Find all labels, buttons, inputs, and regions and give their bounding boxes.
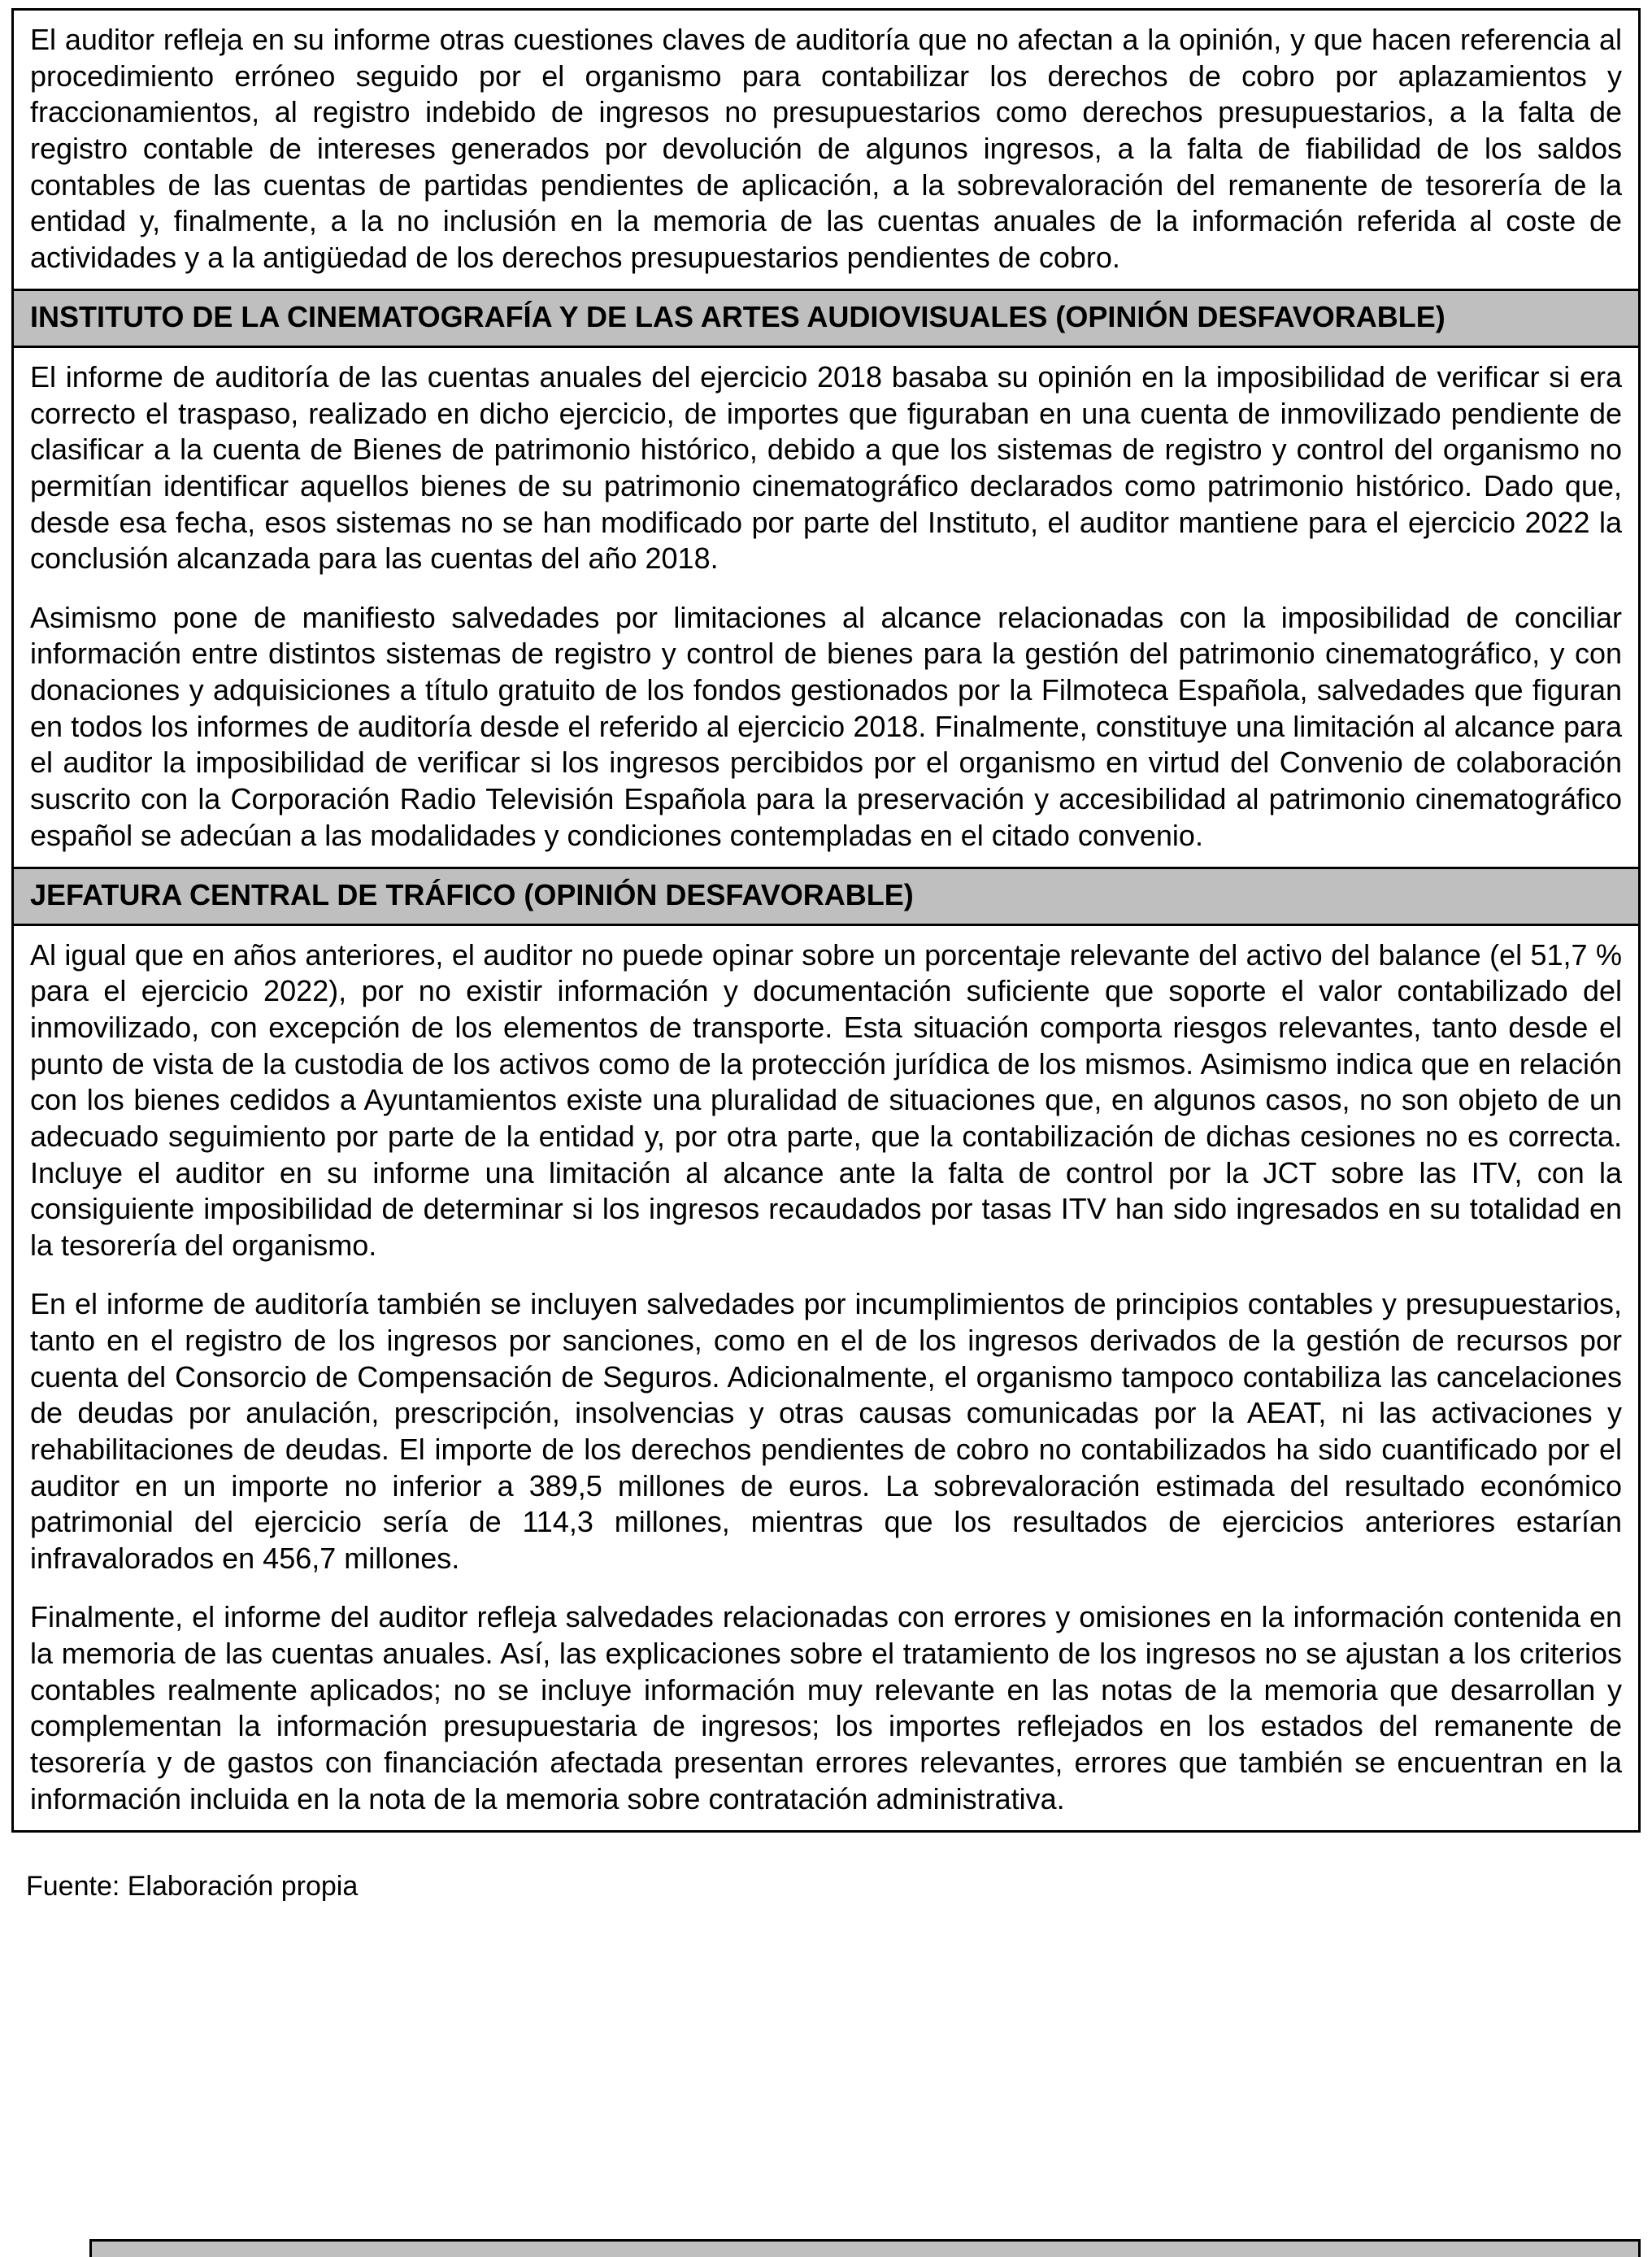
section-paragraph: Finalmente, el informe del auditor refleja salvedades relacionadas con errores y omisiones en la información contenida en la memoria de las cuentas anuales. Así, las explicaciones sobre el tratamiento de los ingresos no se ajustan a los criterios contables realmente aplicados; no se incluye información muy relevante en las notas de la memoria que desarrollan y complementan la información presupuestaria de ingresos; los importes reflejados en los estados del remanente de tesorería y de gastos con financiación afectada presentan errores relevantes, errores que también se encuentran en la información incluida en la nota de la memoria sobre contratación administrativa. (30, 1600, 1622, 1816)
section-title-icaa: INSTITUTO DE LA CINEMATOGRAFÍA Y DE LAS ARTES AUDIOVISUALES (OPINIÓN DESFAVORABLE) (30, 300, 1446, 334)
audit-findings-table (11, 8, 1641, 1833)
section-paragraph: Al igual que en años anteriores, el auditor no puede opinar sobre un porcentaje relevante del activo del balance (el 51,7 % para el ejercicio 2022), por no existir información y documentación suficiente que soporte el valor contabilizado del inmovilizado, con excepción de los elementos de transporte. Esta situación comporta riesgos relevantes, tanto desde el punto de vista de la custodia de los activos como de la protección jurídica de los mismos. Asimismo indica que en relación con los bienes cedidos a Ayuntamientos existe una pluralidad de situaciones que, en algunos casos, no son objeto de un adecuado seguimiento por parte de la entidad y, por otra parte, que la contabilización de dichas cesiones no es correcta. Incluye el auditor en su informe una limitación al alcance ante la falta de control por la JCT sobre las ITV, con la consiguiente imposibilidad de determinar si los ingresos recaudados por tasas ITV han sido ingresados en su totalidad en la tesorería del organismo. (30, 937, 1622, 1262)
section-body-jct (14, 924, 1638, 1830)
intro-paragraph: El auditor refleja en su informe otras cuestiones claves de auditoría que no afectan a la opinión, y que hacen referencia al procedimiento erróneo seguido por el organismo para contabilizar los derechos de cobro por aplazamientos y fraccionamientos, al registro indebido de ingresos no presupuestarios como derechos presupuestarios, a la falta de registro contable de intereses generados por devolución de algunos ingresos, a la falta de fiabilidad de los saldos contables de las cuentas de partidas pendientes de aplicación, a la sobrevaloración del remanente de tesorería de la entidad y, finalmente, a la no inclusión en la memoria de las cuentas anuales de la información referida al coste de actividades y a la antigüedad de los derechos presupuestarios pendientes de cobro. (30, 23, 1622, 274)
section-header-icaa (14, 289, 1638, 346)
next-table-header-partial (89, 2239, 1641, 2257)
section-paragraph: En el informe de auditoría también se incluyen salvedades por incumplimientos de principios contables y presupuestarios, tanto en el registro de los ingresos por sanciones, como en el de los ingresos derivados de la gestión de recursos por cuenta del Consorcio de Compensación de Seguros. Adicionalmente, el organismo tampoco contabiliza las cancelaciones de deudas por anulación, prescripción, insolvencias y otras causas comunicadas por la AEAT, ni las activaciones y rehabilitaciones de deudas. El importe de los derechos pendientes de cobro no contabilizados ha sido cuantificado por el auditor en un importe no inferior a 389,5 millones de euros. La sobrevaloración estimada del resultado económico patrimonial del ejercicio sería de 114,3 millones, mientras que los resultados de ejercicios anteriores estarían infravalorados en 456,7 millones. (30, 1287, 1622, 1575)
section-paragraph: El informe de auditoría de las cuentas anuales del ejercicio 2018 basaba su opinión en la imposibilidad de verificar si era correcto el traspaso, realizado en dicho ejercicio, de importes que figuraban en una cuenta de inmovilizado pendiente de clasificar a la cuenta de Bienes de patrimonio histórico, debido a que los sistemas de registro y control del organismo no permitían identificar aquellos bienes de su patrimonio cinematográfico declarados como patrimonio histórico. Dado que, desde esa fecha, esos sistemas no se han modificado por parte del Instituto, el auditor mantiene para el ejercicio 2022 la conclusión alcanzada para las cuentas del año 2018. (30, 360, 1622, 576)
section-body-icaa (14, 346, 1638, 867)
section-paragraph: Asimismo pone de manifiesto salvedades por limitaciones al alcance relacionadas con la imposibilidad de conciliar información entre distintos sistemas de registro y control de bienes para la gestión del patrimonio cinematográfico, y con donaciones y adquisiciones a título gratuito de los fondos gestionados por la Filmoteca Española, salvedades que figuran en todos los informes de auditoría desde el referido al ejercicio 2018. Finalmente, constituye una limitación al alcance para el auditor la imposibilidad de verificar si los ingresos percibidos por el organismo en virtud del Convenio de colaboración suscrito con la Corporación Radio Televisión Española para la preservación y accesibilidad al patrimonio cinematográfico español se adecúan a las modalidades y condiciones contempladas en el citado convenio. (30, 600, 1622, 852)
section-title-jct: JEFATURA CENTRAL DE TRÁFICO (OPINIÓN DESFAVORABLE) (30, 878, 914, 912)
section-header-jct (14, 867, 1638, 924)
source-note: Fuente: Elaboración propia (26, 1871, 359, 1903)
intro-paragraph-cell (14, 11, 1638, 289)
